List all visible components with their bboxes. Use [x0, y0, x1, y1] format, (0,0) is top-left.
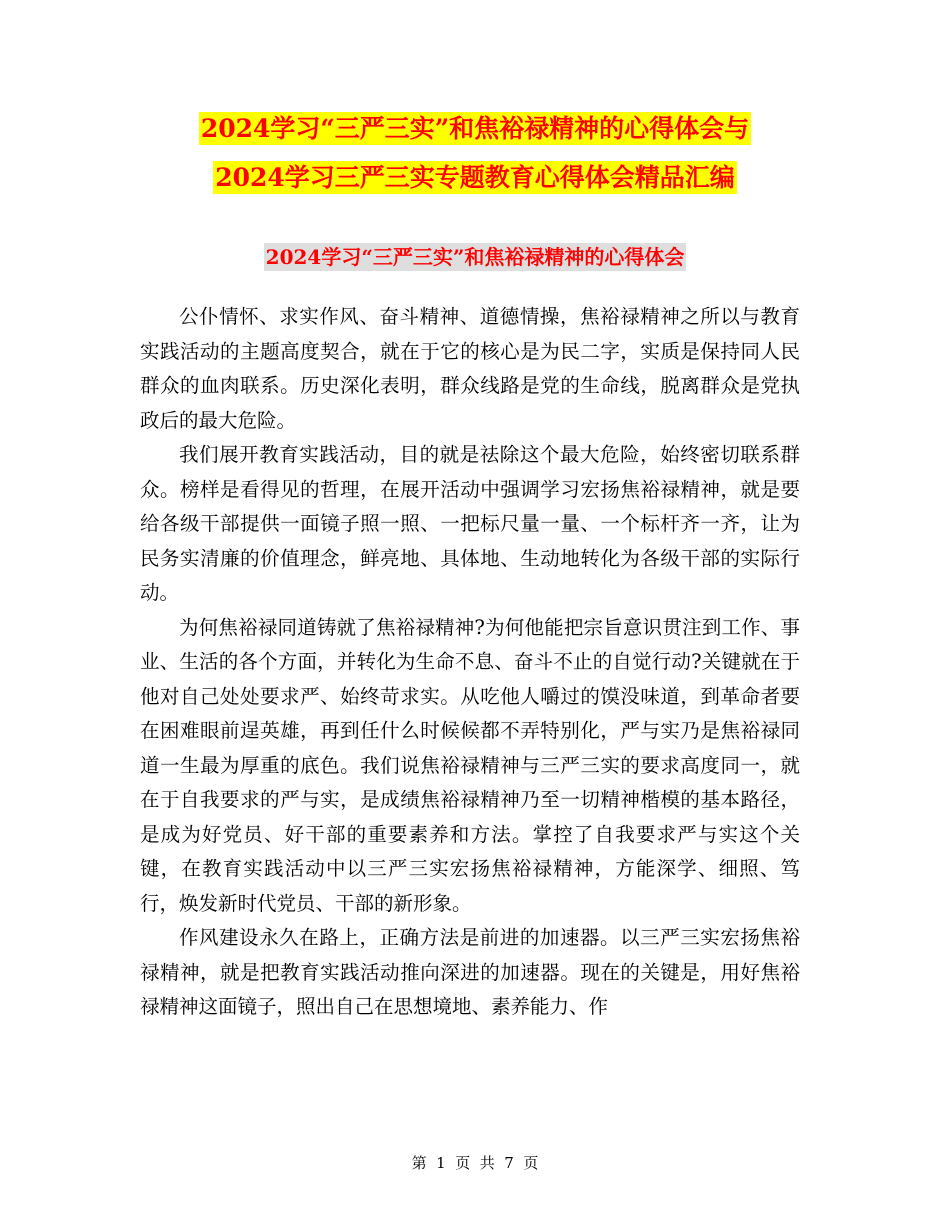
- page-footer: 第 1 页 共 7 页: [411, 1154, 539, 1172]
- section-title-text: 2024学习“三严三实”和焦裕禄精神的心得体会: [265, 245, 685, 269]
- main-title-line-1: [100, 104, 850, 153]
- main-title-line-1-text: 2024学习“三严三实”和焦裕禄精神的心得体会与: [200, 114, 750, 143]
- paragraph-2: 我们展开教育实践活动，目的就是祛除这个最大危险，始终密切联系群众。榜样是看得见的哲理，在展开活动中强调学习宏扬焦裕禄精神，就是要给各级干部提供一面镜子照一照、一把标尺量一量、一个标杆齐一齐，让为民务实清廉的价值理念，鲜亮地、具体地、生动地转化为各级干部的实际行动。: [140, 443, 800, 604]
- paragraph-1: 公仆情怀、求实作风、奋斗精神、道德情操，焦裕禄精神之所以与教育实践活动的主题高度契合，就在于它的核心是为民二字，实质是保持同人民群众的血肉联系。历史深化表明，群众线路是党的生命线，脱离群众是党执政后的最大危险。: [140, 305, 800, 432]
- paragraph-3: 为何焦裕禄同道铸就了焦裕禄精神?为何他能把宗旨意识贯注到工作、事业、生活的各个方面，并转化为生命不息、奋斗不止的自觉行动?关键就在于他对自己处处要求严、始终苛求实。从吃他人嚼过的馍没味道，到革命者要在困难眼前逞英雄，再到任什么时候候都不弄特别化，严与实乃是焦裕禄同道一生最为厚重的底色。我们说焦裕禄精神与三严三实的要求高度同一，就在于自我要求的严与实，是成绩焦裕禄精神乃至一切精神楷模的基本路径，是成为好党员、好干部的重要素养和方法。掌控了自我要求严与实这个关键，在教育实践活动中以三严三实宏扬焦裕禄精神，方能深学、细照、笃行，焕发新时代党员、干部的新形象。: [140, 615, 800, 915]
- paragraph-4: 作风建设永久在路上，正确方法是前进的加速器。以三严三实宏扬焦裕禄精神，就是把教育实践活动推向深进的加速器。现在的关键是，用好焦裕禄精神这面镜子，照出自己在思想境地、素养能力、作: [140, 926, 800, 1018]
- main-title: [100, 104, 850, 202]
- section-title: [100, 243, 850, 271]
- main-title-line-2-text: 2024学习三严三实专题教育心得体会精品汇编: [215, 163, 735, 192]
- main-title-line-2: [100, 153, 850, 202]
- body-text: [140, 300, 800, 1025]
